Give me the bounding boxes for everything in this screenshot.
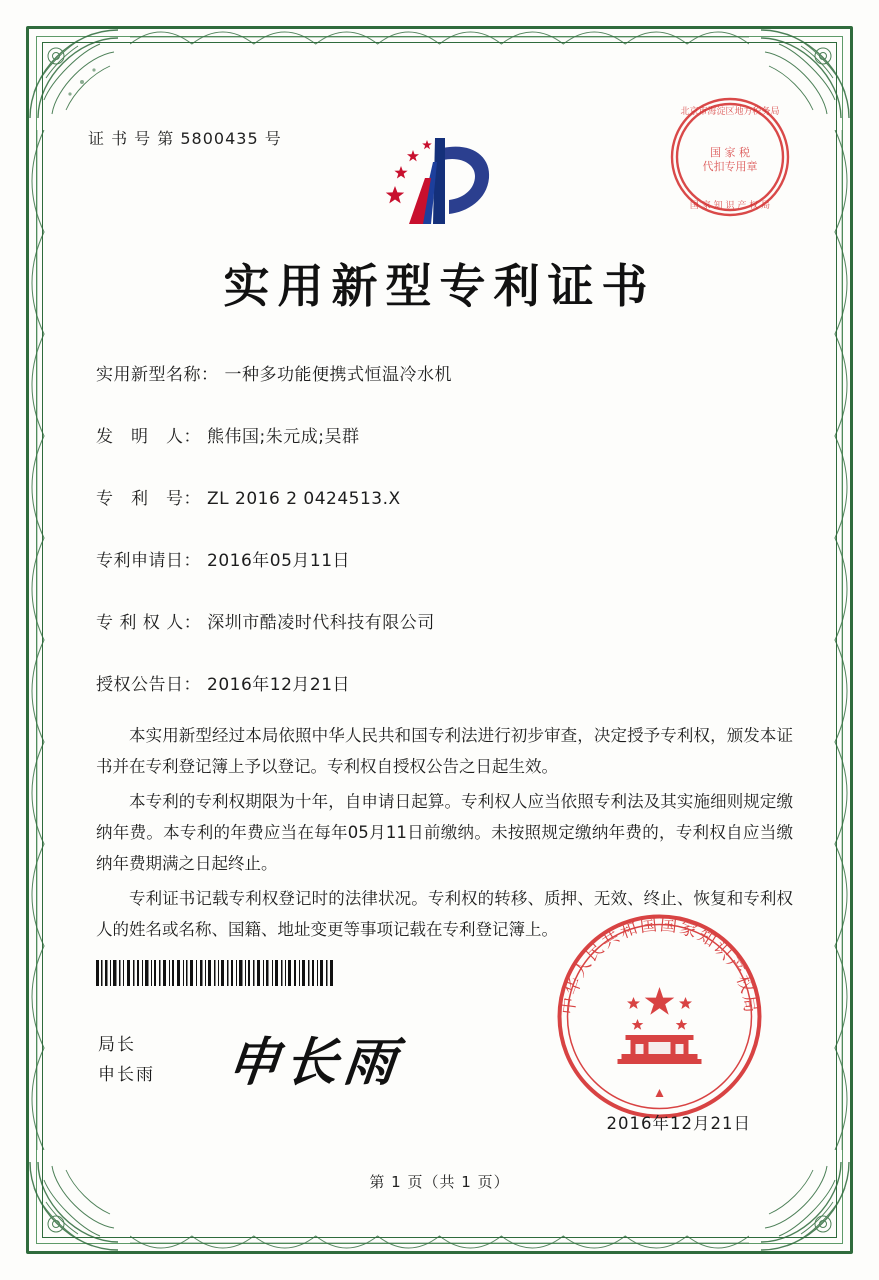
field-value: 一种多功能便携式恒温冷水机 (224, 365, 452, 385)
svg-text:中华人民共和国国家知识产权局: 中华人民共和国国家知识产权局 (558, 915, 761, 1016)
svg-text:国 家 知 识 产 权 局: 国 家 知 识 产 权 局 (689, 201, 771, 211)
certificate-content (60, 60, 819, 1220)
director-block (98, 1030, 155, 1090)
field-value: 深圳市酷凌时代科技有限公司 (207, 613, 435, 633)
field-label: 专利申请日： (96, 551, 201, 571)
cnipa-logo-icon (375, 126, 505, 236)
svg-text:代扣专用章: 代扣专用章 (702, 160, 758, 173)
handwritten-signature: 申长雨 (224, 1032, 405, 1093)
field-label: 发 明 人： (96, 427, 201, 447)
certificate-number-suffix: 号 (264, 129, 282, 148)
field-value: 2016年05月11日 (207, 551, 351, 571)
field-value: ZL 2016 2 0424513.X (207, 489, 401, 509)
national-emblem-seal-icon (552, 909, 767, 1124)
director-name: 申长雨 (98, 1065, 155, 1085)
certificate-number-line (88, 126, 282, 149)
edge-ornament-icon (829, 130, 855, 1150)
page-number-footer: 第 1 页（共 1 页） (369, 1173, 510, 1191)
edge-ornament-icon (130, 1230, 749, 1256)
svg-text:北京市海淀区地方税务局: 北京市海淀区地方税务局 (680, 107, 780, 117)
certificate-number-value: 5800435 (180, 129, 259, 148)
field-label: 专 利 号： (96, 489, 201, 509)
legal-paragraph: 本专利的专利权期限为十年，自申请日起算。专利权人应当依照专利法及其实施细则规定缴纳年费。本专利的年费应当在每年05月11日前缴纳。未按照规定缴纳年费的，专利权自应当缴纳年费期满之日起终止。 (96, 792, 793, 873)
svg-text:国 家 税: 国 家 税 (710, 146, 750, 159)
page-title: 实用新型专利证书 (223, 259, 656, 313)
director-title-label: 局长 (98, 1035, 136, 1055)
legal-paragraph: 专利证书记载专利权登记时的法律状况。专利权的转移、质押、无效、终止、恢复和专利权人的姓名或名称、国籍、地址变更等事项记载在专利登记簿上。 (96, 889, 793, 939)
red-approval-seal-icon (665, 92, 795, 222)
edge-ornament-icon (24, 130, 50, 1150)
legal-paragraph: 本实用新型经过本局依照中华人民共和国专利法进行初步审查，决定授予专利权，颁发本证书并在专利登记簿上予以登记。专利权自授权公告之日起生效。 (96, 726, 793, 776)
field-label: 专 利 权 人： (96, 613, 202, 633)
field-row-patent-number (96, 484, 799, 509)
field-label: 授权公告日： (96, 675, 201, 695)
field-row-inventor (96, 422, 799, 447)
field-row-patentee (96, 608, 799, 633)
edge-ornament-icon (130, 24, 749, 50)
field-value: 熊伟国;朱元成;吴群 (207, 427, 360, 447)
field-row-name (96, 360, 799, 385)
field-value: 2016年12月21日 (207, 675, 351, 695)
barcode-icon (96, 960, 336, 986)
field-label: 实用新型名称： (96, 365, 219, 385)
certificate-number-label: 证 书 号 第 (88, 129, 175, 148)
fields-list (96, 360, 799, 732)
field-row-application-date (96, 546, 799, 571)
issue-date: 2016年12月21日 (606, 1114, 751, 1133)
field-row-grant-date (96, 670, 799, 695)
